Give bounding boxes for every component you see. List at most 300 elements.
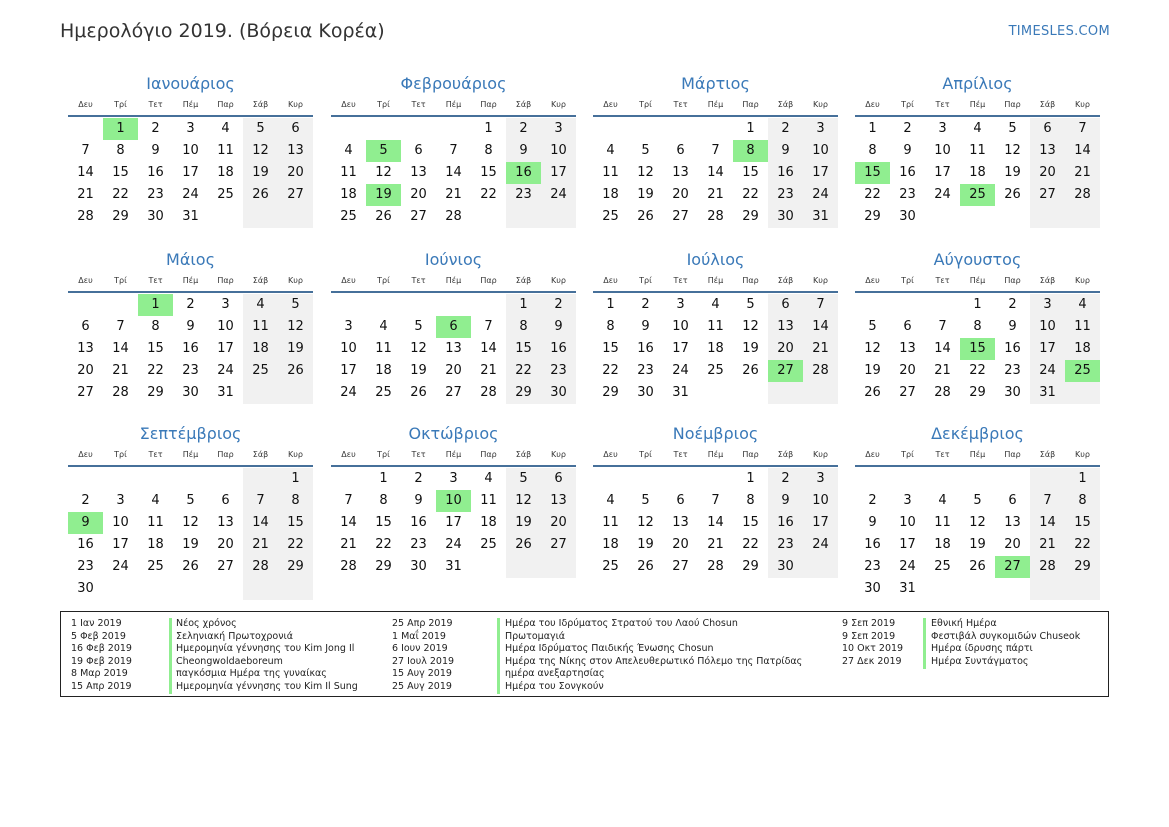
day-cell: 6 (1030, 118, 1065, 140)
empty-cell (541, 206, 576, 228)
day-cell: 26 (637, 559, 654, 574)
day-cell: 19 (742, 341, 759, 356)
legend-name: Πρωτομαγιά (505, 630, 566, 642)
day-cell: 28 (1065, 184, 1100, 206)
weekday-label: Δευ (603, 276, 618, 285)
day-cell: 26 (506, 534, 541, 556)
day-cell: 13 (1030, 140, 1065, 162)
day-cell: 26 (182, 559, 199, 574)
day-cell: 6 (414, 143, 423, 158)
day-cell: 26 (410, 385, 427, 400)
weekday-label: Παρ (217, 450, 234, 459)
legend-col1-dates (71, 618, 132, 694)
weekday-label: Δευ (865, 276, 880, 285)
holiday-legend (60, 611, 1109, 697)
day-cell: 15 (112, 165, 129, 180)
day-cell: 27 (899, 385, 916, 400)
month-name: Μάρτιος (681, 74, 750, 93)
day-cell: 16 (1004, 341, 1021, 356)
empty-cell (401, 294, 436, 316)
month-name: Ιούνιος (424, 250, 483, 269)
weekday-label: Τρί (901, 100, 914, 109)
day-cell: 11 (602, 165, 619, 180)
day-cell: 18 (243, 338, 278, 360)
day-cell: 17 (112, 537, 129, 552)
day-cell: 13 (541, 490, 576, 512)
empty-cell (925, 206, 960, 228)
weekday-label: Πέμ (969, 276, 986, 285)
weekday-label: Τρί (377, 450, 390, 459)
day-cell: 17 (803, 162, 838, 184)
day-cell: 22 (480, 187, 497, 202)
day-cell: 6 (1008, 493, 1017, 508)
day-cell: 18 (934, 537, 951, 552)
day-cell: 20 (410, 187, 427, 202)
day-cell: 24 (112, 559, 129, 574)
day-cell: 8 (278, 490, 313, 512)
day-cell: 28 (112, 385, 129, 400)
legend-date: 19 Φεβ 2019 (71, 655, 132, 667)
day-cell: 9 (151, 143, 160, 158)
weekday-label: Πέμ (707, 100, 724, 109)
day-cell: 12 (278, 316, 313, 338)
empty-cell (768, 382, 803, 404)
empty-cell (278, 382, 313, 404)
weekday-label: Κυρ (288, 100, 303, 109)
day-cell: 25 (217, 187, 234, 202)
weekday-label: Τετ (148, 276, 163, 285)
day-cell: 1 (868, 121, 877, 136)
day-cell: 18 (217, 165, 234, 180)
weekday-label: Τετ (148, 450, 163, 459)
legend-name: Ημέρα του Ιδρύματος Στρατού του Λαού Chosun (505, 618, 738, 629)
day-cell: 23 (147, 187, 164, 202)
day-cell: 20 (768, 338, 803, 360)
day-cell: 13 (672, 165, 689, 180)
empty-cell (663, 468, 698, 490)
day-cell: 25 (480, 537, 497, 552)
weekday-header (68, 448, 313, 462)
day-cell: 27 (768, 360, 803, 382)
weekday-label: Τετ (673, 100, 688, 109)
day-cell: 10 (182, 143, 199, 158)
day-cell: 29 (1065, 556, 1100, 578)
weekday-label: Σάβ (252, 450, 269, 459)
day-cell: 16 (506, 162, 541, 184)
legend-name: Σεληνιακή Πρωτοχρονιά (176, 630, 293, 642)
day-cell: 7 (116, 319, 125, 334)
weekday-label: Παρ (480, 100, 497, 109)
empty-cell (103, 294, 138, 316)
header-rule (855, 465, 1100, 467)
site-link[interactable]: TIMESLES.COM (1008, 24, 1110, 39)
legend-name: Ημέρα Ιδρύματος Παιδικής Ένωσης Chosun (505, 643, 714, 655)
day-cell: 29 (969, 385, 986, 400)
day-cell: 14 (77, 165, 94, 180)
day-cell: 25 (934, 559, 951, 574)
weekday-label: Σάβ (1039, 100, 1056, 109)
day-cell: 27 (541, 534, 576, 556)
page-title: Ημερολόγιο 2019. (Βόρεια Κορέα) (60, 20, 385, 42)
month-calendar (855, 249, 1100, 404)
weekday-label: Τρί (639, 276, 652, 285)
day-cell: 1 (606, 297, 615, 312)
day-cell: 23 (77, 559, 94, 574)
empty-cell (138, 578, 173, 600)
weekday-header (331, 274, 576, 288)
weekday-label: Κυρ (1075, 276, 1090, 285)
day-cell: 29 (742, 209, 759, 224)
weekday-header (855, 98, 1100, 112)
weekday-label: Τρί (639, 450, 652, 459)
legend-name: Ημέρα ίδρυσης πάρτι (931, 643, 1033, 655)
day-cell: 15 (855, 162, 890, 184)
day-cell: 14 (445, 165, 462, 180)
weekday-label: Δευ (78, 450, 93, 459)
day-cell: 7 (484, 319, 493, 334)
day-cell: 22 (1065, 534, 1100, 556)
day-cell: 25 (375, 385, 392, 400)
day-cell: 17 (899, 537, 916, 552)
empty-cell (436, 118, 471, 140)
day-cell: 14 (934, 341, 951, 356)
day-cell: 27 (672, 209, 689, 224)
empty-cell (1030, 578, 1065, 600)
legend-name: Εθνική Ημέρα (931, 618, 997, 629)
day-cell: 25 (147, 559, 164, 574)
day-cell: 6 (768, 294, 803, 316)
header-rule (68, 465, 313, 467)
weekday-label: Πέμ (182, 100, 199, 109)
empty-cell (436, 294, 471, 316)
weekday-label: Σάβ (515, 100, 532, 109)
header-rule (331, 291, 576, 293)
empty-cell (855, 294, 890, 316)
weekday-label: Τρί (114, 276, 127, 285)
day-cell: 25 (602, 209, 619, 224)
day-grid (855, 118, 1100, 228)
day-cell: 16 (768, 162, 803, 184)
empty-cell (331, 468, 366, 490)
day-cell: 12 (410, 341, 427, 356)
day-cell: 6 (541, 468, 576, 490)
empty-cell (925, 294, 960, 316)
empty-cell (995, 206, 1030, 228)
day-cell: 8 (1065, 490, 1100, 512)
day-cell: 15 (375, 515, 392, 530)
day-cell: 6 (676, 493, 685, 508)
day-cell: 18 (147, 537, 164, 552)
day-cell: 4 (1065, 294, 1100, 316)
day-cell: 11 (707, 319, 724, 334)
day-cell: 1 (103, 118, 138, 140)
month-name: Μάιος (166, 250, 215, 269)
day-cell: 20 (217, 537, 234, 552)
day-cell: 11 (1065, 316, 1100, 338)
day-cell: 16 (410, 515, 427, 530)
day-cell: 2 (768, 118, 803, 140)
weekday-label: Κυρ (288, 450, 303, 459)
day-cell: 23 (637, 363, 654, 378)
day-cell: 18 (969, 165, 986, 180)
day-cell: 27 (77, 385, 94, 400)
day-cell: 9 (68, 512, 103, 534)
day-cell: 10 (803, 490, 838, 512)
weekday-label: Τετ (411, 100, 426, 109)
day-cell: 17 (340, 363, 357, 378)
day-cell: 16 (541, 338, 576, 360)
weekday-header (855, 274, 1100, 288)
empty-cell (103, 578, 138, 600)
day-cell: 19 (278, 338, 313, 360)
day-cell: 16 (768, 512, 803, 534)
day-cell: 5 (868, 319, 877, 334)
day-cell: 12 (637, 165, 654, 180)
day-cell: 30 (864, 581, 881, 596)
day-cell: 4 (243, 294, 278, 316)
day-cell: 22 (742, 187, 759, 202)
day-cell: 14 (707, 165, 724, 180)
empty-cell (366, 118, 401, 140)
legend-col3-names (931, 618, 1080, 668)
weekday-label: Τρί (901, 450, 914, 459)
day-grid (593, 294, 838, 404)
day-cell: 1 (379, 471, 388, 486)
weekday-label: Τετ (411, 450, 426, 459)
weekday-label: Δευ (865, 450, 880, 459)
day-cell: 28 (1030, 556, 1065, 578)
day-cell: 6 (436, 316, 471, 338)
day-cell: 5 (973, 493, 982, 508)
day-cell: 19 (864, 363, 881, 378)
day-cell: 9 (506, 140, 541, 162)
weekday-label: Σάβ (252, 100, 269, 109)
day-cell: 30 (147, 209, 164, 224)
legend-date: 27 Δεκ 2019 (842, 655, 902, 667)
day-cell: 27 (995, 556, 1030, 578)
day-cell: 2 (641, 297, 650, 312)
day-cell: 2 (868, 493, 877, 508)
day-cell: 23 (541, 360, 576, 382)
weekday-label: Σάβ (1039, 450, 1056, 459)
empty-cell (890, 468, 925, 490)
month-calendar (855, 73, 1100, 228)
day-cell: 9 (641, 319, 650, 334)
day-cell: 8 (506, 316, 541, 338)
day-cell: 30 (541, 382, 576, 404)
day-cell: 3 (803, 468, 838, 490)
weekday-label: Τετ (673, 450, 688, 459)
empty-cell (506, 556, 541, 578)
day-cell: 28 (707, 209, 724, 224)
day-cell: 15 (1065, 512, 1100, 534)
day-cell: 9 (768, 490, 803, 512)
day-cell: 28 (480, 385, 497, 400)
day-cell: 7 (1065, 118, 1100, 140)
day-cell: 26 (969, 559, 986, 574)
day-cell: 13 (768, 316, 803, 338)
day-cell: 11 (969, 143, 986, 158)
month-name: Οκτώβριος (408, 424, 499, 443)
day-cell: 3 (803, 118, 838, 140)
empty-cell (698, 118, 733, 140)
weekday-label: Δευ (603, 450, 618, 459)
legend-date: 9 Σεπ 2019 (842, 618, 896, 629)
day-cell: 8 (733, 140, 768, 162)
day-cell: 12 (637, 515, 654, 530)
day-cell: 22 (969, 363, 986, 378)
empty-cell (995, 578, 1030, 600)
header-rule (68, 115, 313, 117)
day-cell: 8 (973, 319, 982, 334)
weekday-header (331, 448, 576, 462)
day-cell: 14 (480, 341, 497, 356)
empty-cell (331, 118, 366, 140)
day-cell: 20 (672, 537, 689, 552)
day-cell: 17 (217, 341, 234, 356)
day-cell: 28 (445, 209, 462, 224)
day-cell: 29 (864, 209, 881, 224)
month-name: Φεβρουάριος (400, 74, 507, 93)
day-cell: 28 (707, 559, 724, 574)
day-cell: 30 (637, 385, 654, 400)
day-cell: 8 (484, 143, 493, 158)
empty-cell (68, 294, 103, 316)
day-cell: 4 (151, 493, 160, 508)
day-cell: 15 (506, 338, 541, 360)
day-cell: 19 (243, 162, 278, 184)
empty-cell (593, 118, 628, 140)
day-cell: 1 (973, 297, 982, 312)
day-cell: 10 (899, 515, 916, 530)
day-cell: 19 (506, 512, 541, 534)
day-cell: 1 (484, 121, 493, 136)
day-cell: 5 (506, 468, 541, 490)
day-cell: 7 (243, 490, 278, 512)
empty-cell (1065, 578, 1100, 600)
legend-date: 25 Απρ 2019 (392, 618, 453, 629)
legend-name: Νέος χρόνος (176, 618, 237, 629)
day-cell: 2 (1008, 297, 1017, 312)
day-cell: 24 (1030, 360, 1065, 382)
month-name: Ιούλιος (686, 250, 745, 269)
legend-date: 8 Μαρ 2019 (71, 668, 128, 680)
day-cell: 19 (1004, 165, 1021, 180)
month-name: Αύγουστος (933, 250, 1022, 269)
day-cell: 20 (278, 162, 313, 184)
day-cell: 21 (112, 363, 129, 378)
day-cell: 28 (340, 559, 357, 574)
empty-cell (103, 468, 138, 490)
day-cell: 1 (746, 121, 755, 136)
weekday-header (855, 448, 1100, 462)
weekday-label: Πέμ (445, 100, 462, 109)
header-rule (331, 465, 576, 467)
day-cell: 14 (340, 515, 357, 530)
day-cell: 3 (116, 493, 125, 508)
day-cell: 11 (602, 515, 619, 530)
empty-cell (1065, 206, 1100, 228)
month-calendar (331, 249, 576, 404)
day-cell: 26 (243, 184, 278, 206)
weekday-label: Πέμ (445, 450, 462, 459)
empty-cell (1065, 382, 1100, 404)
day-cell: 5 (746, 297, 755, 312)
day-cell: 11 (340, 165, 357, 180)
day-cell: 18 (1065, 338, 1100, 360)
day-cell: 2 (151, 121, 160, 136)
empty-cell (541, 556, 576, 578)
day-cell: 11 (375, 341, 392, 356)
weekday-label: Τετ (148, 100, 163, 109)
day-cell: 29 (112, 209, 129, 224)
day-cell: 21 (77, 187, 94, 202)
day-cell: 20 (672, 187, 689, 202)
weekday-label: Παρ (480, 276, 497, 285)
day-cell: 6 (278, 118, 313, 140)
legend-date: 27 Ιουλ 2019 (392, 655, 455, 667)
legend-name: Ημερομηνία γέννησης του Kim Il Sung (176, 680, 358, 692)
day-cell: 31 (445, 559, 462, 574)
empty-cell (243, 468, 278, 490)
empty-cell (663, 118, 698, 140)
day-cell: 7 (449, 143, 458, 158)
day-cell: 24 (803, 184, 838, 206)
day-cell: 8 (151, 319, 160, 334)
month-calendar (68, 423, 313, 600)
day-cell: 19 (969, 537, 986, 552)
day-grid (593, 118, 838, 228)
weekday-header (593, 274, 838, 288)
day-cell: 9 (414, 493, 423, 508)
day-cell: 13 (278, 140, 313, 162)
day-cell: 14 (1065, 140, 1100, 162)
legend-name: Ημέρα Συντάγματος (931, 655, 1029, 667)
weekday-label: Δευ (78, 276, 93, 285)
day-cell: 12 (506, 490, 541, 512)
weekday-label: Τετ (411, 276, 426, 285)
day-cell: 2 (186, 297, 195, 312)
legend-date: 5 Φεβ 2019 (71, 630, 126, 642)
month-calendar (593, 73, 838, 228)
day-cell: 31 (672, 385, 689, 400)
legend-bar (169, 618, 172, 694)
day-cell: 24 (934, 187, 951, 202)
empty-cell (628, 118, 663, 140)
weekday-label: Παρ (217, 276, 234, 285)
weekday-header (68, 98, 313, 112)
day-cell: 18 (602, 187, 619, 202)
day-cell: 3 (938, 121, 947, 136)
day-cell: 21 (243, 534, 278, 556)
day-cell: 7 (938, 319, 947, 334)
day-grid (68, 294, 313, 404)
day-cell: 29 (147, 385, 164, 400)
empty-cell (960, 468, 995, 490)
header-rule (593, 115, 838, 117)
day-cell: 27 (672, 559, 689, 574)
day-cell: 6 (221, 493, 230, 508)
day-cell: 11 (934, 515, 951, 530)
day-cell: 4 (484, 471, 493, 486)
header-rule (855, 291, 1100, 293)
day-cell: 5 (641, 143, 650, 158)
day-cell: 20 (899, 363, 916, 378)
day-cell: 23 (768, 534, 803, 556)
month-calendar (331, 73, 576, 228)
empty-cell (366, 294, 401, 316)
day-cell: 22 (112, 187, 129, 202)
